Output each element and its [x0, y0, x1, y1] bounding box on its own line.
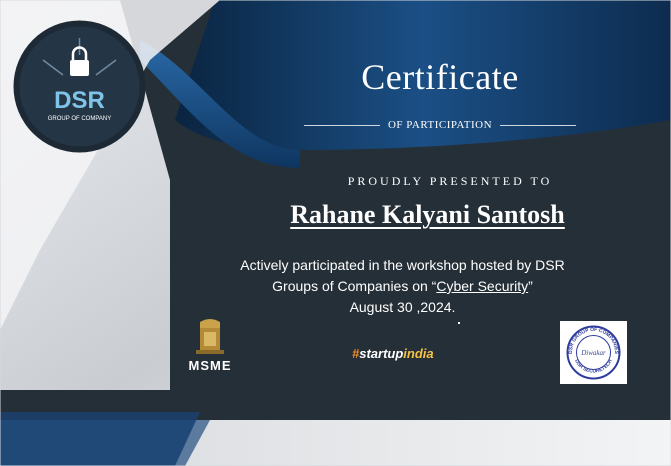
msme-label: MSME — [188, 358, 232, 373]
msme-logo — [178, 318, 242, 384]
dsr-logo — [13, 20, 146, 153]
startup-india: india — [403, 346, 434, 361]
workshop-date: August 30 ,2024. — [349, 299, 456, 315]
certificate-subtitle: OF PARTICIPATION — [387, 119, 493, 131]
body-line-1: Actively participated in the workshop hosted by DSR — [240, 257, 565, 273]
certificate-body — [190, 255, 615, 318]
presented-to-label: PROUDLY PRESENTED TO — [347, 174, 553, 188]
body-line-2-suffix: ” — [528, 278, 533, 294]
stamp-text-top: DSR GROUP OF COMPANIES — [567, 326, 620, 354]
startup-start: startup — [359, 346, 404, 361]
stamp-signature: Diwakar — [581, 349, 606, 357]
stamp-text-bottom: DSR SECURETECH — [573, 358, 614, 375]
dsr-logo-tagline: GROUP OF COMPANY — [47, 116, 112, 122]
divider-left — [304, 125, 380, 126]
decorative-dot — [458, 322, 460, 324]
recipient-name: Rahane Kalyani Santosh — [290, 200, 565, 229]
startup-india-logo — [352, 346, 462, 361]
body-line-2-prefix: Groups of Companies on “ — [272, 278, 437, 294]
dsr-logo-letters: DSR — [54, 87, 105, 114]
divider-right — [500, 125, 576, 126]
body-line-2 — [190, 276, 615, 297]
workshop-topic: Cyber Security — [436, 278, 529, 294]
company-stamp — [560, 321, 627, 384]
certificate-subtitle-row — [290, 119, 590, 131]
startup-hash: # — [352, 346, 360, 361]
certificate-title: Certificate — [361, 57, 519, 97]
